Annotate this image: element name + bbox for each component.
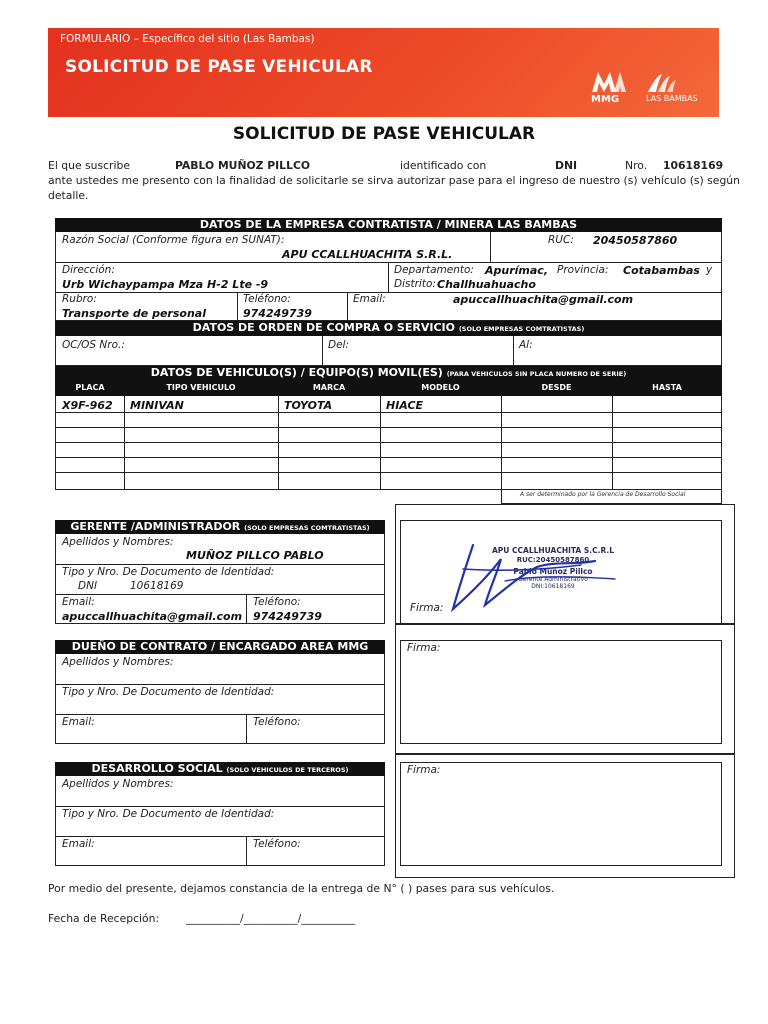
gerente-firma-label: Firma:: [410, 602, 444, 614]
logo-las-bambas-text: LAS BAMBAS: [646, 94, 698, 103]
handwritten-signature: [445, 535, 625, 615]
desarrollo-telefono-label: Teléfono:: [253, 838, 301, 850]
gerente-telefono-label: Teléfono:: [253, 596, 301, 608]
constancia-prefix: Por medio del presente, dejamos constancia de la entrega de N°: [48, 882, 397, 895]
divider: [246, 836, 247, 866]
orden-header-text: DATOS DE ORDEN DE COMPRA O SERVICIO: [192, 321, 455, 334]
form-subtitle: FORMULARIO – Específico del sitio (Las Bambas): [60, 33, 315, 45]
razon-social-value: APU CCALLHUACHITA S.R.L.: [282, 248, 453, 261]
fecha-recepcion-label: Fecha de Recepción:: [48, 912, 160, 925]
del-label: Del:: [328, 339, 349, 351]
divider: [278, 396, 279, 490]
divider: [55, 684, 385, 685]
stamp-name: Pablo Muñoz Pillco: [513, 567, 593, 576]
vehiculos-header-text: DATOS DE VEHICULO(S) / EQUIPO(S) MOVIL(ES): [150, 366, 443, 379]
y-label: y: [706, 264, 713, 276]
column-header-marca: MARCA: [312, 383, 346, 392]
vehiculos-header-note: (PARA VEHICULOS SIN PLACA NUMERO DE SERIE): [446, 370, 627, 378]
divider: [55, 472, 722, 473]
desarrollo-email-label: Email:: [62, 838, 95, 850]
stamp-dni: DNI:10618169: [531, 583, 575, 590]
divider: [490, 232, 491, 262]
dueno-firma-box: [400, 640, 722, 744]
mmg-las-bambas-logo: [590, 68, 702, 108]
divider: [55, 806, 385, 807]
gerente-doc-type: DNI: [78, 580, 98, 592]
divider: [513, 336, 514, 366]
divider: [246, 594, 247, 624]
divider: [55, 564, 385, 565]
provincia-label: Provincia:: [557, 264, 609, 276]
email-value: apuccallhuachita@gmail.com: [453, 293, 634, 306]
desarrollo-header-text: DESARROLLO SOCIAL: [91, 762, 223, 775]
intro-line2: ante ustedes me presento con la finalidad de solicitarle se sirva autorizar pase para el ingreso de nuestro (s) vehículo (s) según: [48, 174, 740, 187]
gerente-doc-label: Tipo y Nro. De Documento de Identidad:: [62, 566, 275, 578]
gerente-doc-value: 10618169: [130, 580, 184, 592]
divider: [380, 396, 381, 490]
divider: [55, 427, 722, 428]
intro-prefix: El que suscribe: [48, 159, 130, 172]
constancia-suffix: pases para sus vehículos.: [415, 882, 555, 895]
distrito-label: Distrito:: [394, 278, 436, 290]
direccion-value: Urb Wichaypampa Mza H-2 Lte -9: [62, 278, 269, 291]
constancia-paren: ( ): [400, 882, 413, 895]
dueno-section-header: DUEÑO DE CONTRATO / ENCARGADO AREA MMG: [55, 640, 385, 654]
stamp-ruc: RUC:20450587860: [516, 556, 590, 564]
gerente-apellidos-label: Apellidos y Nombres:: [62, 536, 174, 548]
divider: [246, 714, 247, 744]
fecha-recepcion-blank: __________/__________/__________: [186, 912, 356, 925]
vehiculos-note: A ser determinado por la Gerencia de Desarrollo Social: [520, 491, 686, 498]
column-header-placa: PLACA: [75, 383, 105, 392]
divider: [612, 396, 613, 490]
column-header-tipo-vehiculo: TIPO VEHICULO: [166, 383, 236, 392]
divider: [55, 714, 385, 715]
gerente-section-header: [55, 520, 385, 534]
rubro-label: Rubro:: [62, 293, 97, 305]
stamp-role: Gerente Administrativo: [518, 576, 588, 583]
desarrollo-apellidos-label: Apellidos y Nombres:: [62, 778, 174, 790]
telefono-value: 974249739: [243, 307, 312, 320]
constancia-text: [48, 882, 554, 895]
gerente-apellidos-value: MUÑOZ PILLCO PABLO: [186, 549, 324, 562]
provincia-value: Cotabambas: [623, 264, 700, 277]
dueno-apellidos-label: Apellidos y Nombres:: [62, 656, 174, 668]
intro-name: PABLO MUÑOZ PILLCO: [175, 159, 311, 172]
intro-line3: detalle.: [48, 189, 89, 202]
desarrollo-firma-label: Firma:: [407, 764, 441, 776]
ruc-label: RUC:: [548, 234, 574, 246]
dueno-firma-label: Firma:: [407, 642, 441, 654]
vehicle-tipo: MINIVAN: [130, 399, 184, 412]
divider: [388, 262, 389, 292]
desarrollo-section-header: [55, 762, 385, 776]
departamento-label: Departamento:: [394, 264, 474, 276]
divider: [501, 396, 502, 490]
al-label: Al:: [519, 339, 533, 351]
dueno-doc-label: Tipo y Nro. De Documento de Identidad:: [62, 686, 275, 698]
column-header-modelo: MODELO: [421, 383, 460, 392]
intro-identified: identificado con: [400, 159, 487, 172]
banner-title: SOLICITUD DE PASE VEHICULAR: [65, 57, 373, 77]
desarrollo-firma-box: [400, 762, 722, 866]
desarrollo-doc-label: Tipo y Nro. De Documento de Identidad:: [62, 808, 275, 820]
divider: [55, 457, 722, 458]
vehicle-modelo: HIACE: [386, 399, 424, 412]
gerente-email-value: apuccallhuachita@gmail.com: [62, 610, 243, 623]
page-title: SOLICITUD DE PASE VEHICULAR: [232, 124, 536, 144]
divider: [55, 836, 385, 837]
vehicle-marca: TOYOTA: [284, 399, 333, 412]
razon-social-label: Razón Social (Conforme figura en SUNAT):: [62, 234, 285, 246]
divider: [124, 396, 125, 490]
rubro-value: Transporte de personal: [62, 307, 206, 320]
gerente-header-text: GERENTE /ADMINISTRADOR: [70, 520, 241, 533]
column-header-desde: DESDE: [541, 383, 572, 392]
stamp-company: APU CCALLHUACHITA S.C.R.L: [492, 546, 614, 555]
divider: [347, 292, 348, 321]
email-label: Email:: [353, 293, 386, 305]
intro-doc-number: 10618169: [663, 159, 724, 172]
divider: [322, 336, 323, 366]
telefono-label: Teléfono:: [243, 293, 291, 305]
direccion-label: Dirección:: [62, 264, 115, 276]
gerente-header-note: (SOLO EMPRESAS COMTRATISTAS): [244, 524, 370, 532]
intro-nro-label: Nro.: [625, 159, 648, 172]
gerente-telefono-value: 974249739: [253, 610, 322, 623]
vehiculos-section-header: [55, 366, 722, 380]
divider: [55, 412, 722, 413]
departamento-value: Apurímac,: [485, 264, 548, 277]
orden-header-note: (SOLO EMPRESAS COMTRATISTAS): [458, 325, 585, 333]
dueno-telefono-label: Teléfono:: [253, 716, 301, 728]
divider: [237, 292, 238, 321]
oc-os-label: OC/OS Nro.:: [62, 339, 125, 351]
distrito-value: Challhuahuacho: [437, 278, 536, 291]
company-section-header: DATOS DE LA EMPRESA CONTRATISTA / MINERA LAS BAMBAS: [55, 218, 722, 232]
desarrollo-header-note: (SOLO VEHICULOS DE TERCEROS): [226, 766, 349, 774]
logo-mmg-text: MMG: [591, 94, 620, 105]
divider: [55, 594, 385, 595]
intro-doc-type: DNI: [555, 159, 578, 172]
orden-section-header: [55, 321, 722, 336]
ruc-value: 20450587860: [593, 234, 678, 247]
vehicle-placa: X9F-962: [62, 399, 113, 412]
dueno-email-label: Email:: [62, 716, 95, 728]
column-header-hasta: HASTA: [652, 383, 682, 392]
divider: [55, 442, 722, 443]
gerente-email-label: Email:: [62, 596, 95, 608]
